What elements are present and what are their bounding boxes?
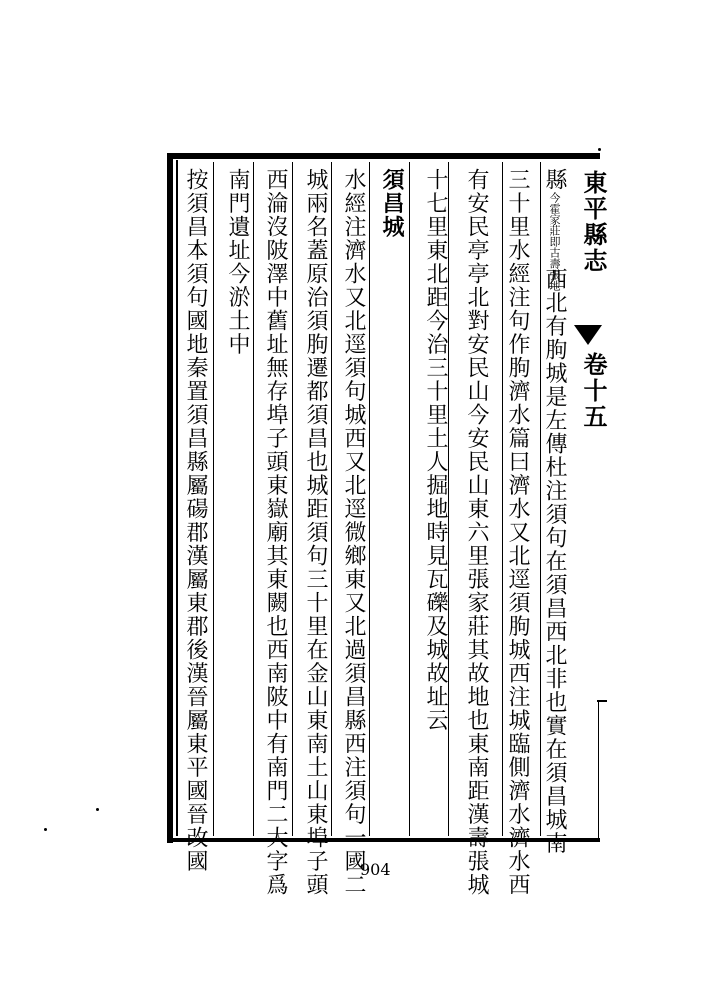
column-rule xyxy=(253,162,254,836)
text-column-8 xyxy=(263,168,287,897)
text-column-4 xyxy=(423,168,447,732)
text-column-3 xyxy=(464,168,488,897)
frame-inner-left-border xyxy=(176,160,178,836)
text-column-6 xyxy=(341,168,365,897)
column-text: 十七里東北距今治三十里土人掘地時見瓦礫及城故址云 xyxy=(423,168,448,732)
column-text: 西北有朐城是左傳杜注須句在須昌西北非也實在須昌城南 xyxy=(542,267,567,855)
column-rule xyxy=(540,162,541,836)
column-rule xyxy=(448,162,449,836)
section-heading xyxy=(380,168,404,239)
text-column-10 xyxy=(183,168,207,873)
column-rule xyxy=(213,162,214,836)
book-title: 東平縣志 xyxy=(579,170,608,274)
heading-text: 須昌城 xyxy=(379,168,405,239)
inline-note: 今霍家莊即古壽張地 xyxy=(548,191,561,291)
column-rule xyxy=(409,162,410,836)
book-title-label xyxy=(576,170,611,274)
column-rule xyxy=(502,162,503,836)
column-text: 縣 xyxy=(542,168,567,192)
margin-line xyxy=(598,702,599,838)
column-text: 西淪沒陂澤中舊址無存埠子頭東嶽廟其東闕也西南陂中有南門二大字爲 xyxy=(263,168,288,897)
column-text: 水經注濟水又北逕須句城西又北逕微鄉東又北過須昌縣西注須句一國二 xyxy=(341,168,366,897)
scan-speck xyxy=(96,808,99,811)
scan-speck xyxy=(598,148,601,151)
fishtail-mark xyxy=(574,325,602,345)
frame-top-border xyxy=(167,153,600,159)
column-text: 南門遺址今淤土中 xyxy=(225,168,250,356)
text-column-7 xyxy=(303,168,327,897)
frame-bottom-border xyxy=(167,838,600,842)
column-text: 按須昌本須句國地秦置須昌縣屬碭郡漢屬東郡後漢晉屬東平國晉改國 xyxy=(183,168,208,873)
text-column-9 xyxy=(225,168,249,356)
column-rule xyxy=(292,162,293,836)
text-column-2 xyxy=(505,168,529,897)
column-text: 三十里水經注句作朐濟水篇曰濟水又北逕須朐城西注城臨側濟水濟水西 xyxy=(505,168,530,897)
volume-label xyxy=(576,352,611,430)
scan-speck xyxy=(44,828,47,831)
column-text: 有安民亭亭北對安民山今安民山東六里張家莊其故地也東南距漢壽張城 xyxy=(464,168,489,897)
column-rule xyxy=(331,162,332,836)
column-text: 城兩名蓋原治須朐遷都須昌也城距須句三十里在金山東南土山東埠子頭 xyxy=(303,168,328,897)
text-column-1 xyxy=(542,168,566,855)
page-number: 904 xyxy=(360,860,391,879)
column-rule xyxy=(369,162,370,836)
frame-left-border xyxy=(167,153,173,843)
volume-number: 卷十五 xyxy=(579,352,608,430)
